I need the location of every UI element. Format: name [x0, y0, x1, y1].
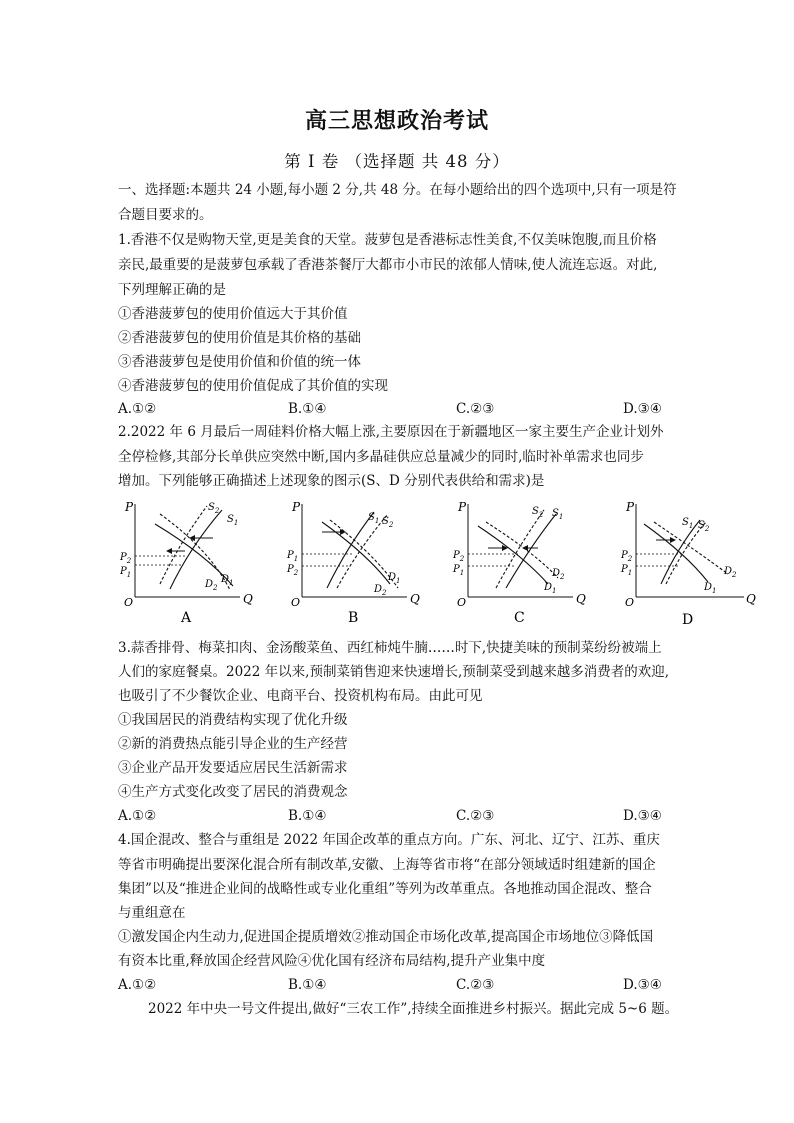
q1-item-3: ③香港菠萝包是使用价值和价值的统一体 [118, 354, 361, 370]
q1-option-d[interactable]: D.③④ [623, 401, 662, 417]
d1-label: $D_1$ [221, 574, 234, 587]
exam-title: 高三思想政治考试 [304, 108, 489, 134]
q4-stem-line-4: 与重组意在 [118, 905, 186, 921]
p-axis-label: P [125, 500, 134, 514]
q3-stem-line-3: 也吸引了不少餐饮企业、电商平台、投资机构布局。由此可见 [118, 688, 483, 704]
q3-item-4: ④生产方式变化改变了居民的消费观念 [118, 784, 348, 800]
q4-option-a[interactable]: A.①② [118, 977, 157, 993]
q1-option-c[interactable]: C.②③ [456, 401, 495, 417]
q4-items-line-2: 有资本比重,释放国企经营风险④优化国有经济布局结构,提升产业集中度 [118, 953, 546, 969]
d2-label: $D_2$ [374, 584, 387, 597]
q1-stem-line-2: 亲民,最重要的是菠萝包承载了香港茶餐厅大都市小市民的浓郁人情味,使人流连忘返。对此, [118, 257, 658, 273]
s2-label: $S_2$ [532, 506, 544, 519]
graph-label-d: D [682, 612, 694, 628]
p-axis-label: P [626, 500, 635, 514]
s1-label: $S_1$ [368, 512, 380, 525]
q1-stem-line-3: 下列理解正确的是 [118, 282, 226, 298]
q3-option-c[interactable]: C.②③ [456, 808, 495, 824]
p1-label: $P_1$ [453, 564, 465, 577]
graph-b[interactable] [282, 492, 442, 632]
q-axis-label: Q [576, 592, 586, 606]
q1-options [118, 399, 678, 419]
q3-item-1: ①我国居民的消费结构实现了优化升级 [118, 712, 348, 728]
q4-stem-line-3: 集团”以及“推进企业间的战略性或专业化重组”等列为改革重点。各地推动国企混改、整合 [118, 881, 652, 897]
p-axis-label: P [458, 500, 467, 514]
q3-item-2: ②新的消费热点能引导企业的生产经营 [118, 736, 348, 752]
origin-label: O [124, 596, 134, 609]
d2-label: $D_2$ [205, 579, 218, 592]
q5-6-intro: 2022 年中央一号文件提出,做好“三农工作”,持续全面推进乡村振兴。据此完成 5~6 题。 [148, 1001, 679, 1017]
d1-label: $D_1$ [544, 582, 557, 595]
q3-stem-line-2: 人们的家庭餐桌。2022 年以来,预制菜销售迎来快速增长,预制菜受到越来越多消费者的欢迎, [118, 664, 670, 680]
q1-item-2: ②香港菠萝包的使用价值是其价格的基础 [118, 330, 361, 346]
instructions-line-2: 合题目要求的。 [118, 207, 213, 223]
p2-label: $P_2$ [621, 550, 633, 563]
s1-label: $S_1$ [552, 508, 564, 521]
q2-stem-line-1: 2.2022 年 6 月最后一周硅料价格大幅上涨,主要原因在于新疆地区一家主要生产企业计划外 [118, 424, 664, 440]
graph-d[interactable] [616, 492, 776, 632]
graph-a[interactable] [115, 492, 275, 632]
d1-label: $D_1$ [388, 572, 401, 585]
d2-label: $D_2$ [552, 568, 565, 581]
q3-options [118, 806, 678, 826]
q-axis-label: Q [746, 592, 756, 606]
s1-label: $S_1$ [227, 514, 239, 527]
q3-item-3: ③企业产品开发要适应居民生活新需求 [118, 760, 348, 776]
p2-label: $P_2$ [287, 564, 299, 577]
origin-label: O [625, 596, 635, 609]
p1-label: $P_1$ [287, 550, 299, 563]
q1-stem-line-1: 1.香港不仅是购物天堂,更是美食的天堂。菠萝包是香港标志性美食,不仅美味饱腹,而且价格 [118, 232, 657, 248]
s2-label: $S_2$ [208, 502, 220, 515]
q1-item-4: ④香港菠萝包的使用价值促成了其价值的实现 [118, 378, 388, 394]
q3-option-d[interactable]: D.③④ [623, 808, 662, 824]
q4-options [118, 975, 678, 995]
q2-stem-line-2: 全停检修,其部分长单供应突然中断,国内多晶硅供应总量减少的同时,临时补单需求也同步 [118, 449, 644, 465]
q4-option-d[interactable]: D.③④ [623, 977, 662, 993]
q3-option-a[interactable]: A.①② [118, 808, 157, 824]
graph-label-b: B [348, 610, 359, 626]
graph-c[interactable] [448, 492, 608, 632]
p1-label: $P_1$ [120, 566, 132, 579]
q4-items-line-1: ①激发国企内生动力,促进国企提质增效②推动国企市场化改革,提高国企市场地位③降低国 [118, 929, 654, 945]
d1-label: $D_1$ [704, 582, 717, 595]
q3-option-b[interactable]: B.①④ [288, 808, 327, 824]
q3-stem-line-1: 3.蒜香排骨、梅菜扣肉、金汤酸菜鱼、西红柿炖牛腩……时下,快捷美味的预制菜纷纷被端上 [118, 640, 662, 656]
q4-stem-line-2: 等省市明确提出要深化混合所有制改革,安徽、上海等省市将“在部分领域适时组建新的国企 [118, 857, 656, 873]
s2-label: $S_2$ [698, 520, 710, 533]
q4-option-b[interactable]: B.①④ [288, 977, 327, 993]
q2-stem-line-3: 增加。下列能够正确描述上述现象的图示(S、D 分别代表供给和需求)是 [118, 473, 545, 489]
graph-label-c: C [514, 610, 525, 626]
origin-label: O [291, 596, 301, 609]
q1-option-a[interactable]: A.①② [118, 401, 157, 417]
p1-label: $P_1$ [621, 564, 633, 577]
q1-option-b[interactable]: B.①④ [288, 401, 327, 417]
p2-label: $P_2$ [453, 550, 465, 563]
q4-option-c[interactable]: C.②③ [456, 977, 495, 993]
q-axis-label: Q [243, 592, 253, 606]
origin-label: O [457, 596, 467, 609]
p-axis-label: P [292, 500, 301, 514]
s2-label: $S_2$ [382, 516, 394, 529]
s1-label: $S_1$ [682, 517, 694, 530]
p2-label: $P_2$ [120, 552, 132, 565]
section-heading: 第 I 卷 （选择题 共 48 分） [284, 152, 510, 171]
q4-stem-line-1: 4.国企混改、整合与重组是 2022 年国企改革的重点方向。广东、河北、辽宁、江苏、重庆 [118, 832, 660, 848]
instructions-line-1: 一、选择题:本题共 24 小题,每小题 2 分,共 48 分。在每小题给出的四个选项中,只有一项是符 [118, 182, 677, 198]
q-axis-label: Q [410, 592, 420, 606]
q1-item-1: ①香港菠萝包的使用价值远大于其价值 [118, 306, 348, 322]
d2-label: $D_2$ [724, 566, 737, 579]
graph-label-a: A [181, 610, 192, 626]
